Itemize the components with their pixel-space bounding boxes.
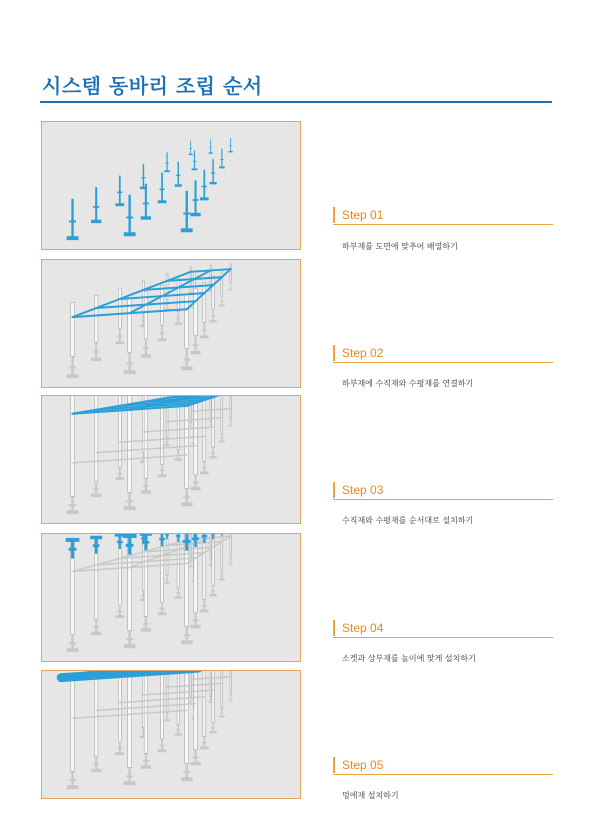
base-jack bbox=[71, 769, 73, 787]
vertical-member bbox=[210, 265, 211, 284]
jack-nut bbox=[143, 760, 149, 762]
base-jack bbox=[161, 738, 163, 751]
jack-nut bbox=[165, 441, 168, 442]
step-marker bbox=[333, 482, 335, 498]
socket bbox=[93, 544, 100, 547]
jack-nut bbox=[126, 217, 133, 219]
vertical-member bbox=[221, 396, 223, 434]
lower-ledger bbox=[162, 436, 204, 439]
base-jack bbox=[195, 473, 197, 488]
base-jack bbox=[145, 337, 147, 356]
jack-nut bbox=[189, 701, 191, 702]
jack-nut bbox=[143, 203, 149, 205]
vertical-member bbox=[166, 671, 168, 713]
base-jack bbox=[143, 164, 144, 188]
step-05-heading bbox=[333, 757, 553, 775]
jack-nut bbox=[229, 146, 231, 147]
jack-nut bbox=[93, 351, 99, 353]
jack-nut bbox=[165, 305, 168, 306]
jack-nut bbox=[176, 318, 180, 319]
jack-nut bbox=[211, 590, 215, 591]
base-jack bbox=[128, 351, 130, 373]
jack-nut bbox=[143, 485, 149, 487]
u-head bbox=[90, 536, 102, 539]
jack-nut bbox=[220, 438, 223, 439]
socket bbox=[176, 535, 181, 537]
jack-nut bbox=[165, 716, 168, 717]
step-04-description: 소켓과 상부재를 높이에 맞게 설치하기 bbox=[342, 654, 476, 663]
jack-nut bbox=[160, 189, 165, 190]
jack-nut bbox=[211, 315, 215, 316]
base-jack bbox=[203, 321, 205, 337]
vertical-member bbox=[190, 671, 191, 698]
socket bbox=[211, 534, 216, 535]
vertical-member bbox=[128, 671, 132, 767]
base-jack bbox=[212, 446, 213, 457]
base-jack bbox=[128, 766, 130, 784]
jack-nut bbox=[189, 564, 191, 565]
jack-nut bbox=[143, 348, 149, 350]
vertical-member bbox=[94, 295, 97, 342]
base-jack bbox=[166, 152, 167, 171]
step-04-label: Step 04 bbox=[342, 621, 384, 635]
jack-nut bbox=[193, 757, 199, 759]
step-underline bbox=[333, 637, 553, 638]
base-jack bbox=[161, 601, 163, 614]
jack-nut bbox=[220, 713, 223, 714]
jack-nut bbox=[193, 344, 199, 346]
jack-nut bbox=[69, 366, 76, 368]
vertical-member bbox=[230, 671, 231, 695]
jack-nut bbox=[69, 779, 76, 781]
page-title: 시스템 동바리 조립 순서 bbox=[42, 74, 263, 98]
socket bbox=[142, 541, 149, 544]
step-04-scaffold-drawing bbox=[42, 534, 300, 661]
vertical-member bbox=[118, 671, 121, 742]
step-01-label: Step 01 bbox=[342, 208, 384, 222]
base-jack bbox=[203, 460, 205, 473]
base-jack bbox=[119, 604, 121, 617]
jack-nut bbox=[209, 699, 211, 700]
jack-nut bbox=[126, 362, 133, 364]
vertical-member bbox=[118, 288, 121, 328]
jack-nut bbox=[117, 335, 122, 336]
jack-nut bbox=[183, 634, 190, 636]
socket bbox=[126, 544, 134, 547]
step-underline bbox=[333, 774, 553, 775]
base-jack bbox=[95, 480, 97, 495]
step-01-description: 하부재를 도면에 맞추어 배열하기 bbox=[342, 242, 458, 251]
jack-nut bbox=[165, 163, 168, 164]
base-jack bbox=[145, 477, 147, 492]
base-jack bbox=[178, 162, 179, 186]
vertical-member bbox=[221, 534, 223, 572]
jack-nut bbox=[229, 423, 231, 424]
jack-nut bbox=[126, 500, 133, 502]
base-jack bbox=[145, 615, 147, 630]
step-02-heading bbox=[333, 345, 553, 363]
step-underline bbox=[333, 362, 553, 363]
base-jack bbox=[71, 199, 73, 238]
step-marker bbox=[333, 620, 335, 636]
step-03-label: Step 03 bbox=[342, 483, 384, 497]
jack-nut bbox=[211, 727, 215, 728]
base-jack bbox=[221, 149, 222, 168]
vertical-member bbox=[212, 396, 214, 448]
jack-nut bbox=[117, 192, 122, 193]
vertical-member bbox=[203, 396, 206, 461]
jack-nut bbox=[160, 333, 165, 334]
step-marker bbox=[333, 757, 335, 773]
base-jack bbox=[178, 310, 179, 323]
base-jack bbox=[119, 176, 121, 205]
jack-nut bbox=[93, 763, 99, 765]
vertical-member bbox=[185, 671, 189, 764]
base-jack bbox=[161, 324, 163, 340]
jack-nut bbox=[229, 286, 231, 287]
step-02-description: 하부재에 수직재와 수평재를 연결하기 bbox=[342, 379, 474, 388]
jack-nut bbox=[193, 161, 196, 162]
jack-nut bbox=[117, 473, 122, 474]
step-01-illustration bbox=[41, 121, 301, 250]
base-jack bbox=[203, 735, 205, 748]
vertical-member bbox=[194, 288, 197, 335]
u-head bbox=[123, 534, 137, 538]
step-marker bbox=[333, 207, 335, 223]
vertical-member bbox=[212, 671, 214, 723]
base-jack bbox=[186, 347, 188, 369]
jack-nut bbox=[183, 771, 190, 773]
base-jack bbox=[119, 741, 121, 754]
jack-nut bbox=[160, 470, 165, 471]
vertical-member bbox=[71, 396, 75, 496]
vertical-member bbox=[161, 671, 164, 739]
step-03-heading bbox=[333, 482, 553, 500]
jack-nut bbox=[202, 330, 207, 331]
step-01-heading bbox=[333, 207, 553, 225]
base-jack bbox=[71, 355, 73, 377]
top-jack bbox=[212, 534, 214, 539]
step-03-description: 수직재와 수평재를 순서대로 설치하기 bbox=[342, 516, 474, 525]
jack-nut bbox=[209, 562, 211, 563]
vertical-member bbox=[221, 270, 223, 296]
vertical-member bbox=[161, 285, 164, 325]
base-jack bbox=[230, 138, 231, 152]
base-jack bbox=[178, 587, 179, 598]
socket bbox=[159, 538, 165, 540]
base-jack bbox=[95, 187, 97, 221]
base-jack bbox=[161, 173, 163, 202]
jack-nut bbox=[160, 745, 165, 746]
vertical-member bbox=[144, 292, 147, 339]
base-jack bbox=[95, 755, 97, 770]
jack-nut bbox=[209, 424, 211, 425]
base-jack bbox=[190, 141, 191, 155]
jack-nut bbox=[117, 611, 122, 612]
base-jack bbox=[212, 721, 213, 732]
jack-nut bbox=[220, 159, 223, 160]
jack-nut bbox=[211, 172, 215, 173]
base-jack bbox=[212, 584, 213, 595]
base-jack bbox=[166, 712, 167, 721]
step-underline bbox=[333, 224, 553, 225]
ledger bbox=[211, 269, 231, 270]
lower-ledger bbox=[120, 439, 162, 442]
base-jack bbox=[195, 180, 197, 214]
jack-nut bbox=[189, 148, 191, 149]
vertical-member bbox=[71, 302, 75, 356]
base-jack bbox=[194, 150, 195, 169]
base-jack bbox=[178, 724, 179, 735]
vertical-member bbox=[203, 671, 206, 736]
base-jack bbox=[119, 466, 121, 479]
base-jack bbox=[128, 195, 130, 234]
jack-nut bbox=[126, 775, 133, 777]
step-05-scaffold-drawing bbox=[42, 671, 300, 798]
base-jack bbox=[221, 295, 222, 305]
jack-nut bbox=[189, 426, 191, 427]
base-jack bbox=[145, 752, 147, 767]
upper-ledger bbox=[213, 396, 222, 397]
base-jack bbox=[212, 308, 213, 321]
ledger bbox=[120, 700, 162, 703]
base-jack bbox=[95, 618, 97, 633]
base-jack bbox=[186, 487, 188, 505]
vertical-member bbox=[230, 534, 231, 558]
jack-nut bbox=[193, 482, 199, 484]
ledger bbox=[162, 697, 204, 700]
vertical-member bbox=[144, 671, 147, 753]
step-marker bbox=[333, 345, 335, 361]
vertical-member bbox=[230, 264, 231, 283]
base-jack bbox=[71, 494, 73, 512]
vertical-member bbox=[194, 671, 197, 750]
jack-nut bbox=[202, 742, 207, 743]
jack-nut bbox=[220, 301, 223, 302]
jack-nut bbox=[211, 452, 215, 453]
top-jack bbox=[194, 534, 197, 547]
jack-nut bbox=[117, 748, 122, 749]
base-jack bbox=[195, 334, 197, 353]
jack-nut bbox=[202, 186, 207, 187]
base-jack bbox=[161, 463, 163, 476]
socket bbox=[165, 534, 169, 535]
jack-nut bbox=[141, 177, 145, 178]
base-jack bbox=[195, 611, 197, 626]
jack-nut bbox=[126, 638, 133, 640]
jack-nut bbox=[183, 213, 190, 215]
step-02-label: Step 02 bbox=[342, 346, 384, 360]
base-jack bbox=[95, 341, 97, 360]
jack-nut bbox=[69, 220, 76, 222]
base-jack bbox=[221, 571, 222, 580]
step-04-heading bbox=[333, 620, 553, 638]
vertical-member bbox=[210, 396, 211, 422]
jack-nut bbox=[183, 359, 190, 361]
base-jack bbox=[203, 598, 205, 611]
socket bbox=[201, 535, 207, 537]
base-jack bbox=[128, 629, 130, 647]
jack-nut bbox=[165, 579, 168, 580]
step-underline bbox=[333, 499, 553, 500]
jack-nut bbox=[143, 623, 149, 625]
base-jack bbox=[186, 762, 188, 780]
base-jack bbox=[178, 449, 179, 460]
title-divider bbox=[40, 101, 552, 103]
base-jack bbox=[221, 433, 222, 442]
step-02-scaffold-drawing bbox=[42, 260, 300, 387]
base-jack bbox=[230, 282, 231, 290]
socket bbox=[117, 541, 123, 543]
jack-nut bbox=[193, 620, 199, 622]
step-05-illustration bbox=[41, 670, 301, 799]
base-jack bbox=[203, 170, 205, 199]
base-jack bbox=[166, 437, 167, 446]
base-jack bbox=[186, 625, 188, 643]
vertical-member bbox=[203, 282, 206, 322]
base-jack bbox=[128, 491, 130, 509]
socket bbox=[69, 548, 77, 551]
vertical-member bbox=[94, 671, 97, 757]
jack-nut bbox=[202, 467, 207, 468]
base-jack bbox=[221, 708, 222, 717]
vertical-member bbox=[71, 673, 75, 771]
jack-nut bbox=[176, 593, 180, 594]
base-jack bbox=[145, 184, 147, 218]
jack-nut bbox=[193, 199, 199, 201]
vertical-member bbox=[190, 267, 191, 286]
top-jack bbox=[221, 534, 222, 535]
socket bbox=[192, 538, 199, 541]
jack-nut bbox=[220, 576, 223, 577]
jack-nut bbox=[93, 206, 99, 208]
jack-nut bbox=[93, 626, 99, 628]
base-jack bbox=[186, 191, 188, 230]
jack-nut bbox=[229, 561, 231, 562]
jack-nut bbox=[202, 605, 207, 606]
vertical-member bbox=[203, 534, 206, 599]
step-02-illustration bbox=[41, 259, 301, 388]
jack-nut bbox=[69, 504, 76, 506]
base-jack bbox=[212, 159, 213, 183]
jack-nut bbox=[176, 175, 180, 176]
u-head bbox=[140, 534, 152, 536]
lower-ledger bbox=[194, 418, 221, 420]
jack-nut bbox=[229, 698, 231, 699]
socket bbox=[183, 540, 191, 543]
step-01-scaffold-drawing bbox=[42, 122, 300, 249]
step-04-illustration bbox=[41, 533, 301, 662]
vertical-member bbox=[194, 396, 197, 475]
step-03-illustration bbox=[41, 395, 301, 524]
base-jack bbox=[210, 139, 211, 153]
base-jack bbox=[195, 748, 197, 763]
jack-nut bbox=[69, 642, 76, 644]
jack-nut bbox=[93, 488, 99, 490]
base-jack bbox=[71, 632, 73, 650]
u-head bbox=[66, 538, 80, 542]
jack-nut bbox=[189, 289, 191, 290]
step-05-label: Step 05 bbox=[342, 758, 384, 772]
vertical-member bbox=[212, 276, 214, 309]
jack-nut bbox=[160, 608, 165, 609]
vertical-member bbox=[185, 396, 189, 489]
step-03-scaffold-drawing bbox=[42, 396, 300, 523]
vertical-member bbox=[190, 534, 191, 561]
ledger bbox=[194, 683, 221, 685]
base-jack bbox=[119, 327, 121, 343]
step-05-description: 멍에재 설치하기 bbox=[342, 791, 399, 800]
jack-nut bbox=[209, 147, 211, 148]
jack-nut bbox=[183, 496, 190, 498]
jack-nut bbox=[176, 730, 180, 731]
base-jack bbox=[166, 575, 167, 584]
